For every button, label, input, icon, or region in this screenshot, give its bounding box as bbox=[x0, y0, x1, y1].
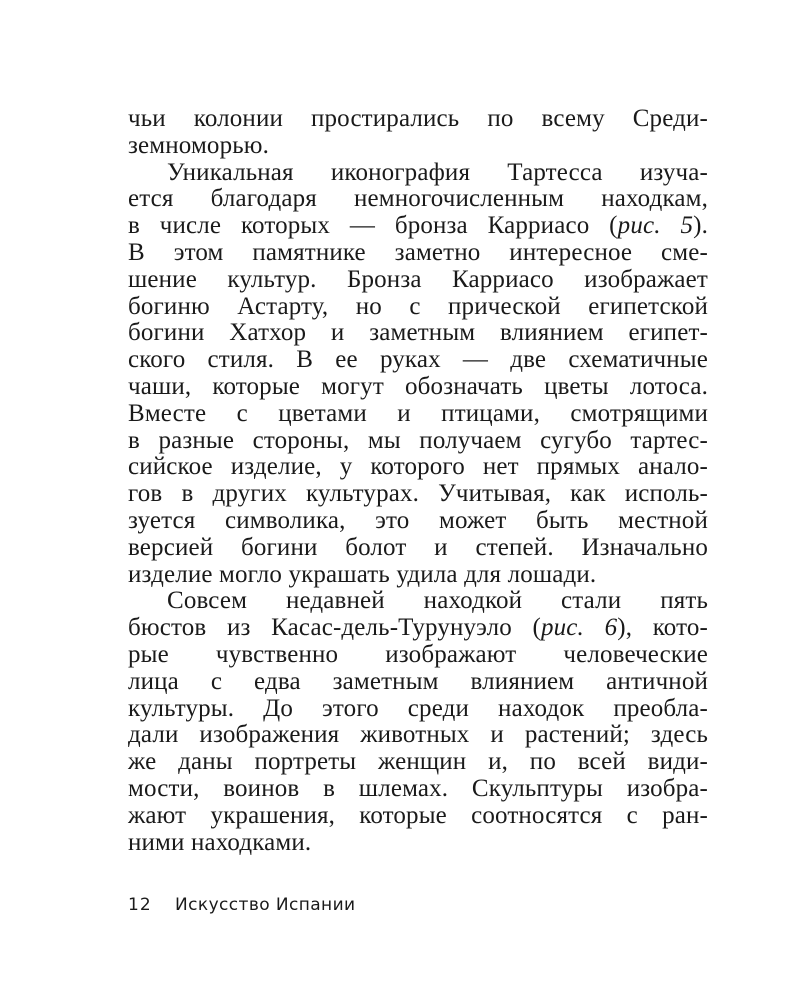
text-line: культуры. До этого среди находок преобла- bbox=[128, 694, 708, 722]
paragraph-1 bbox=[128, 106, 708, 160]
figure-reference-5: рис. 5 bbox=[617, 212, 694, 240]
text-line: лица с едва заметным влиянием античной bbox=[128, 667, 708, 695]
text-line-with-figure-ref bbox=[128, 615, 708, 642]
text-line: же даны портреты женщин и, по всей види- bbox=[128, 748, 708, 776]
text-line: богиню Астарту, но с прической египетской bbox=[128, 292, 708, 320]
text-line: сийское изделие, у которого нет прямых анало- bbox=[128, 453, 708, 481]
text-fragment: ). bbox=[693, 212, 708, 240]
text-line: шение культур. Бронза Карриасо изображает bbox=[128, 265, 708, 293]
text-fragment: ), кото- bbox=[617, 614, 708, 642]
figure-reference-6: рис. 6 bbox=[541, 614, 618, 642]
text-line: версией богини болот и степей. Изначально bbox=[128, 533, 708, 561]
text-fragment: бюстов из Касас-дель-Турунуэло ( bbox=[128, 614, 541, 642]
text-line: ется благодаря немногочисленным находкам, bbox=[128, 185, 708, 213]
text-line: Уникальная иконография Тартесса изуча- bbox=[167, 158, 708, 186]
running-title: Искусство Испании bbox=[175, 895, 356, 915]
text-line: чьи колонии простирались по всему Среди- bbox=[128, 105, 708, 132]
text-line: гов в других культурах. Учитывая, как исполь- bbox=[128, 480, 708, 508]
text-line: изделие могло украшать удила для лошади. bbox=[128, 560, 597, 588]
text-line: В этом памятнике заметно интересное сме- bbox=[128, 238, 708, 266]
page-footer bbox=[128, 895, 355, 915]
text-line: зуется символика, это может быть местной bbox=[128, 506, 708, 534]
page-number: 12 bbox=[128, 895, 152, 915]
text-line: земноморью. bbox=[128, 131, 269, 159]
text-line: ского стиля. В ее руках — две схематичные bbox=[128, 346, 708, 374]
body-text bbox=[128, 106, 708, 856]
paragraph-3 bbox=[128, 588, 708, 856]
text-line-with-figure-ref bbox=[128, 213, 708, 240]
text-line: рые чувственно изображают человеческие bbox=[128, 640, 708, 668]
text-line: дали изображения животных и растений; здесь bbox=[128, 721, 708, 749]
text-line: ними находками. bbox=[128, 828, 312, 856]
text-line: чаши, которые могут обозначать цветы лотоса. bbox=[128, 372, 708, 400]
text-line: в разные стороны, мы получаем сугубо тартес- bbox=[128, 426, 708, 454]
text-fragment: в числе которых — бронза Карриасо ( bbox=[128, 212, 618, 240]
text-line: Совсем недавней находкой стали пять bbox=[167, 587, 708, 615]
paragraph-2 bbox=[128, 160, 708, 589]
text-line: жают украшения, которые соотносятся с ран- bbox=[128, 801, 708, 829]
text-line: богини Хатхор и заметным влиянием египет- bbox=[128, 319, 708, 347]
text-line: Вместе с цветами и птицами, смотрящими bbox=[128, 399, 708, 427]
text-line: мости, воинов в шлемах. Скульптуры изобра- bbox=[128, 774, 708, 802]
